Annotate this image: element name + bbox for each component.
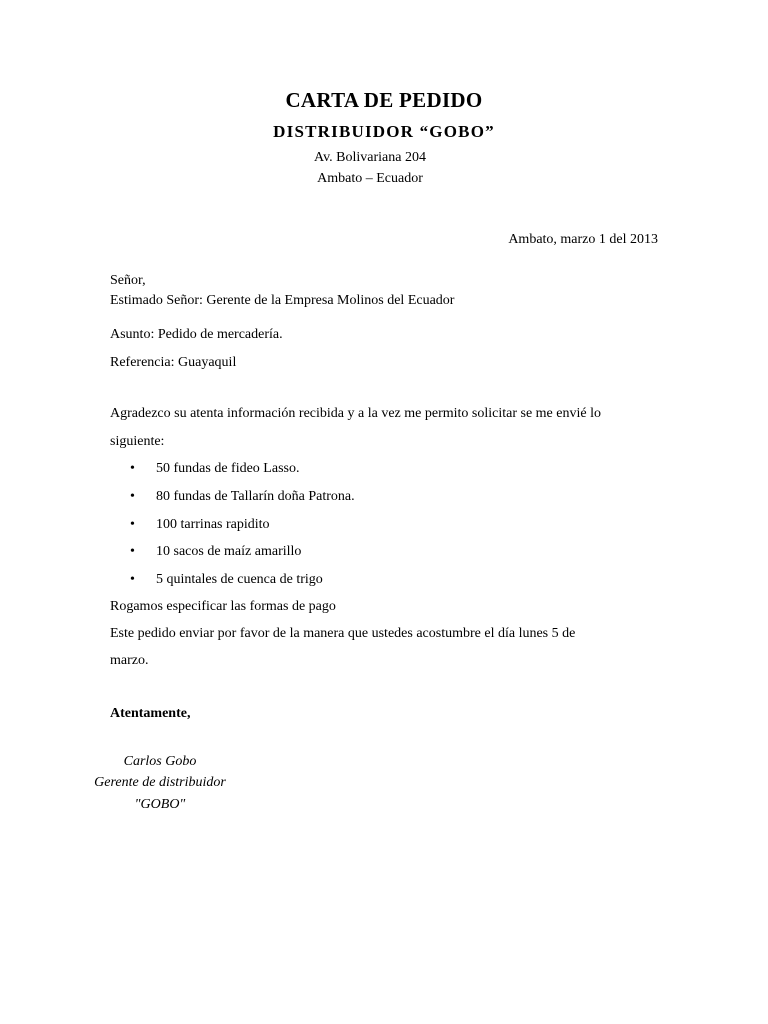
intro-line-1: Agradezco su atenta información recibida y a la vez me permito solicitar se me envié lo bbox=[110, 406, 601, 421]
bullet-marker: • bbox=[130, 544, 135, 559]
list-item: 100 tarrinas rapidito bbox=[156, 517, 270, 532]
bullet-marker: • bbox=[130, 572, 135, 587]
list-item: 5 quintales de cuenca de trigo bbox=[156, 572, 323, 587]
signature-company: "GOBO" bbox=[134, 797, 186, 812]
address-line-1: Av. Bolivariana 204 bbox=[314, 150, 426, 165]
reference-line: Referencia: Guayaquil bbox=[110, 355, 237, 370]
bullet-marker: • bbox=[130, 461, 135, 476]
list-item: 80 fundas de Tallarín doña Patrona. bbox=[156, 489, 355, 504]
intro-line-2: siguiente: bbox=[110, 434, 165, 449]
list-item: 50 fundas de fideo Lasso. bbox=[156, 461, 300, 476]
delivery-line-1: Este pedido enviar por favor de la manera que ustedes acostumbre el día lunes 5 de bbox=[110, 626, 576, 641]
company-name: DISTRIBUIDOR “GOBO” bbox=[273, 122, 495, 141]
list-item: 10 sacos de maíz amarillo bbox=[156, 544, 302, 559]
closing-line: Atentamente, bbox=[110, 706, 191, 721]
bullet-marker: • bbox=[130, 489, 135, 504]
letter-title: CARTA DE PEDIDO bbox=[285, 88, 483, 112]
date-line: Ambato, marzo 1 del 2013 bbox=[508, 232, 658, 247]
bullet-marker: • bbox=[130, 517, 135, 532]
signature-role: Gerente de distribuidor bbox=[94, 775, 226, 790]
subject-line: Asunto: Pedido de mercadería. bbox=[110, 327, 283, 342]
address-line-2: Ambato – Ecuador bbox=[317, 171, 423, 186]
payment-line: Rogamos especificar las formas de pago bbox=[110, 599, 336, 614]
signature-name: Carlos Gobo bbox=[123, 754, 197, 769]
salutation-line-2: Estimado Señor: Gerente de la Empresa Molinos del Ecuador bbox=[110, 293, 455, 308]
delivery-line-2: marzo. bbox=[110, 653, 149, 668]
salutation-line-1: Señor, bbox=[110, 273, 146, 288]
